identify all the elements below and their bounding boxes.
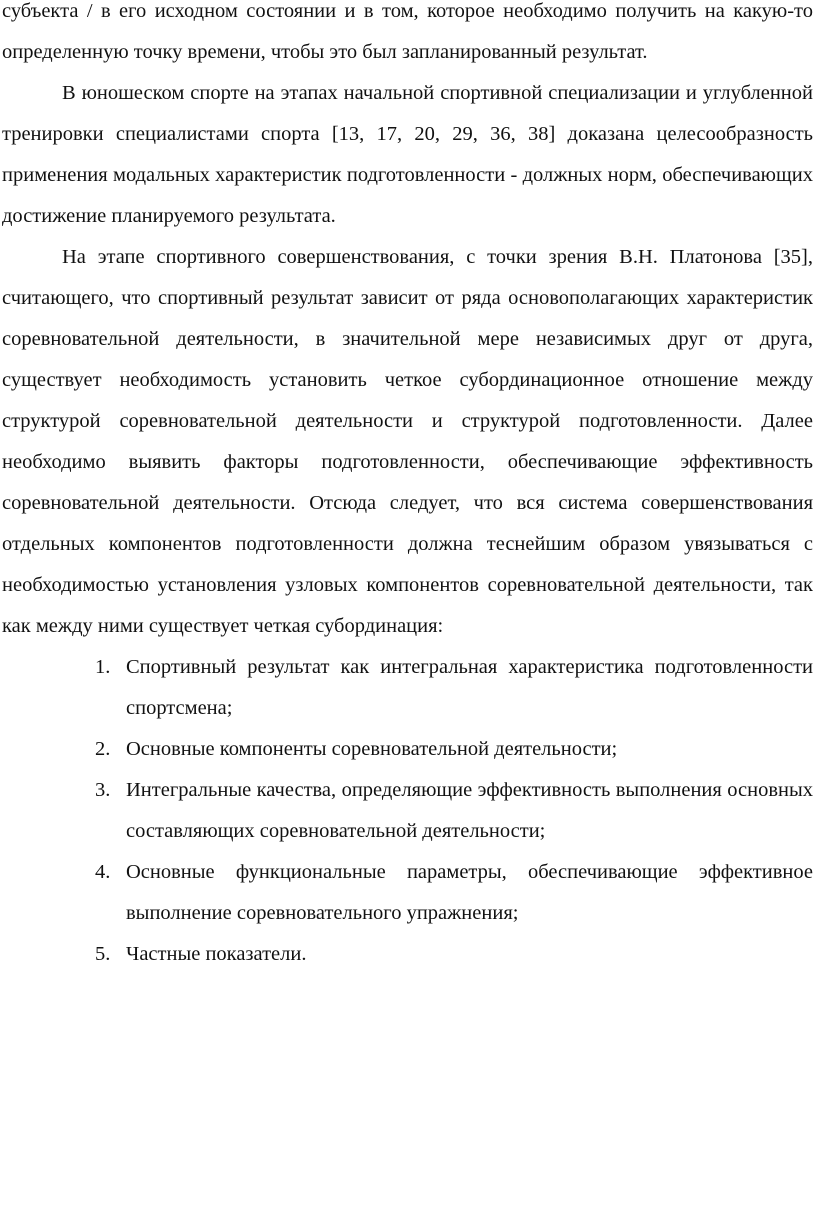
paragraph-youth-sport: В юношеском спорте на этапах начальной спортивной специализации и углубленной тренировки специалистами спорта [13, 17, 20, 29, 36, 38] доказана целесообразность применения модальных характеристик подготовленности - должных норм, обеспечивающих достижение планируемого результата. bbox=[2, 82, 813, 227]
list-item-text: Спортивный результат как интегральная характеристика подготовленности спортсмена; bbox=[126, 656, 813, 719]
list-item-text: Частные показатели. bbox=[126, 943, 307, 965]
list-item-number: 4. bbox=[95, 861, 111, 883]
list-item-number: 5. bbox=[95, 943, 111, 965]
list-item bbox=[2, 647, 813, 729]
list-item bbox=[2, 852, 813, 934]
paragraph-sport-improvement: На этапе спортивного совершенствования, с точки зрения В.Н. Платонова [35], считающего, что спортивный результат зависит от ряда основополагающих характеристик соревновательной деятельности, в значительной мере независимых друг от друга, существует необходимость установить четкое субординационное отношение между структурой соревновательной деятельности и структурой подготовленности. Далее необходимо выявить факторы подготовленности, обеспечивающие эффективность соревновательной деятельности. Отсюда следует, что вся система совершенствования отдельных компонентов подготовленности должна теснейшим образом увязываться с необходимостью установления узловых компонентов соревновательной деятельности, так как между ними существует четкая субординация: bbox=[2, 246, 813, 637]
list-item-text: Основные функциональные параметры, обеспечивающие эффективное выполнение соревновательного упражнения; bbox=[126, 861, 813, 924]
list-item-number: 1. bbox=[95, 656, 111, 678]
list-item-number: 3. bbox=[95, 779, 111, 801]
list-item bbox=[2, 770, 813, 852]
list-item-number: 2. bbox=[95, 738, 111, 760]
paragraph-continuation: субъекта / в его исходном состоянии и в том, которое необходимо получить на какую-то определенную точку времени, чтобы это был запланированный результат. bbox=[2, 0, 813, 63]
list-item bbox=[2, 729, 813, 770]
subordination-list bbox=[2, 647, 813, 975]
list-item bbox=[2, 934, 813, 975]
list-item-text: Основные компоненты соревновательной деятельности; bbox=[126, 738, 618, 760]
list-item-text: Интегральные качества, определяющие эффективность выполнения основных составляющих соревновательной деятельности; bbox=[126, 779, 813, 842]
